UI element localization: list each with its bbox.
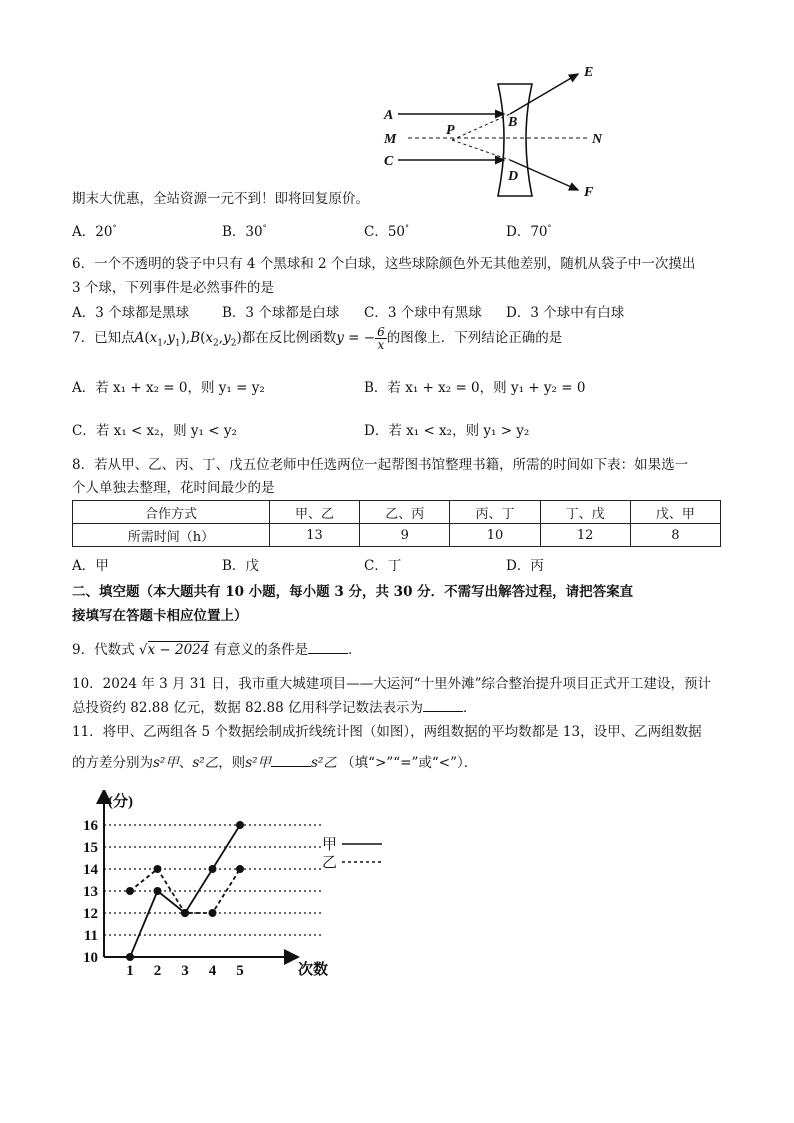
y-tick-label: 12 xyxy=(83,906,98,922)
promo-text: 期末大优惠，全站资源一元不到！即将回复原价。 xyxy=(72,191,369,207)
x-tick-label: 4 xyxy=(208,963,217,979)
x-tick-label: 5 xyxy=(236,963,244,979)
x-tick-label: 2 xyxy=(153,963,162,979)
q8-option-c: C．丁 xyxy=(364,558,402,574)
q7-option-b: B．若 x₁ + x₂ = 0，则 y₁ + y₂ = 0 xyxy=(364,380,586,396)
q6-stem-line2: 3 个球，下列事件是必然事件的是 xyxy=(72,280,274,296)
legend-label: 甲 xyxy=(322,835,338,853)
q6-option-d: D．3 个球中有白球 xyxy=(506,305,625,321)
table-cell: 13 xyxy=(269,524,359,547)
section-2-heading-line2: 接填写在答题卡相应位置上） xyxy=(72,608,248,624)
ray-be xyxy=(510,74,578,114)
legend-label: 乙 xyxy=(322,853,338,871)
q6-stem-line1: 6．一个不透明的袋子中只有 4 个黑球和 2 个白球，这些球除颜色外无其他差别，随机从袋子中一次摸出 xyxy=(72,256,696,272)
y-tick-label: 11 xyxy=(83,928,98,944)
extension-pd xyxy=(452,140,510,160)
table-header-cell: 乙、丙 xyxy=(360,501,450,524)
q7-option-c: C．若 x₁ < x₂，则 y₁ < y₂ xyxy=(72,423,237,439)
answer-blank xyxy=(271,754,311,767)
data-point xyxy=(154,865,162,873)
y-tick-label: 13 xyxy=(83,884,98,900)
label-c: C xyxy=(384,154,394,169)
q10-stem-line1: 10．2024 年 3 月 31 日，我市重大城建项目——大运河“十里外滩”综合整治提升项目正式开工建设，预计 xyxy=(72,676,712,692)
q5-option-d: D．70° xyxy=(506,223,552,240)
q9-stem: 9．代数式 √x − 2024 有意义的条件是 ． xyxy=(72,642,362,658)
q8-option-d: D．丙 xyxy=(506,558,544,574)
section-2-heading-line1: 二、填空题（本大题共有 10 小题，每小题 3 分，共 30 分．不需写出解答过程，请把答案直 xyxy=(72,584,634,600)
label-d: D xyxy=(508,169,519,184)
table-header-cell: 丁、戊 xyxy=(540,501,630,524)
label-e: E xyxy=(584,65,594,80)
table-row xyxy=(73,524,721,547)
q8-option-a: A．甲 xyxy=(72,558,109,574)
q8-stem-line1: 8．若从甲、乙、丙、丁、戊五位老师中任选两位一起帮图书馆整理书籍，所需的时间如下表：如果选一 xyxy=(72,457,689,473)
line-chart xyxy=(72,790,392,990)
sqrt-sign: √ xyxy=(138,642,148,658)
x-axis-label: 次数 xyxy=(298,960,329,978)
q7-option-d: D．若 x₁ < x₂，则 y₁ > y₂ xyxy=(364,423,530,439)
q5-option-c: C．50° xyxy=(364,223,410,240)
q7-option-a: A．若 x₁ + x₂ = 0，则 y₁ = y₂ xyxy=(72,380,265,396)
lens-diagram xyxy=(380,62,620,202)
data-point xyxy=(126,953,134,961)
fraction-6-over-x: $\frac{6}{x}$ xyxy=(377,325,385,352)
table-header-cell: 甲、乙 xyxy=(269,501,359,524)
data-point xyxy=(154,887,162,895)
y-tick-label: 14 xyxy=(83,862,98,878)
q6-option-c: C．3 个球中有黑球 xyxy=(364,305,482,321)
answer-blank xyxy=(423,699,463,712)
data-point xyxy=(126,887,134,895)
label-n: N xyxy=(592,132,603,147)
table-cell: 8 xyxy=(630,524,720,547)
data-point xyxy=(236,821,244,829)
label-p: P xyxy=(446,123,455,138)
data-point xyxy=(209,865,217,873)
table-header-cell: 合作方式 xyxy=(73,501,270,524)
q8-time-table xyxy=(72,500,721,547)
q7-stem: 7．已知点$A(x_1,y_1),B(x_2,y_2)$都在反比例函数y = − $\frac{6}{x}$ 的图像上．下列结论正确的是 xyxy=(72,325,563,352)
table-row xyxy=(73,501,721,524)
table-cell: 12 xyxy=(540,524,630,547)
q11-stem-line1: 11．将甲、乙两组各 5 个数据绘制成折线统计图（如图），两组数据的平均数都是 13，设甲、乙两组数据 xyxy=(72,724,702,740)
q11-stem-line2: 的方差分别为s²甲、s²乙，则s²甲 s²乙 （填“>”“=”或“<”）． xyxy=(72,755,478,771)
q8-stem-line2: 个人单独去整理，花时间最少的是 xyxy=(72,480,275,496)
y-tick-label: 16 xyxy=(83,818,98,834)
x-tick-label: 3 xyxy=(181,963,189,979)
y-tick-label: 15 xyxy=(83,840,98,856)
y-tick-label: 10 xyxy=(83,950,98,966)
answer-blank xyxy=(308,641,348,654)
data-point xyxy=(181,909,189,917)
q8-option-b: B．戊 xyxy=(222,558,259,574)
label-m: M xyxy=(384,132,397,147)
label-b: B xyxy=(508,115,518,130)
table-cell: 10 xyxy=(450,524,540,547)
q6-option-b: B．3 个球都是白球 xyxy=(222,305,340,321)
table-cell: 9 xyxy=(360,524,450,547)
y-axis-label: (分) xyxy=(108,794,133,810)
q5-option-b: B．30° xyxy=(222,223,267,240)
q10-stem-line2: 总投资约 82.88 亿元，数据 82.88 亿用科学记数法表示为 ． xyxy=(72,700,477,716)
ray-df xyxy=(510,160,578,190)
table-header-cell: 丙、丁 xyxy=(450,501,540,524)
q5-option-a: A．20° xyxy=(72,223,117,240)
table-header-cell: 戊、甲 xyxy=(630,501,720,524)
data-point xyxy=(236,865,244,873)
label-f: F xyxy=(584,185,594,200)
q6-option-a: A．3 个球都是黑球 xyxy=(72,305,190,321)
x-tick-label: 1 xyxy=(126,963,134,979)
table-cell: 所需时间（h） xyxy=(73,524,270,547)
data-point xyxy=(209,909,217,917)
label-a: A xyxy=(384,108,394,123)
extension-pb xyxy=(452,114,510,140)
